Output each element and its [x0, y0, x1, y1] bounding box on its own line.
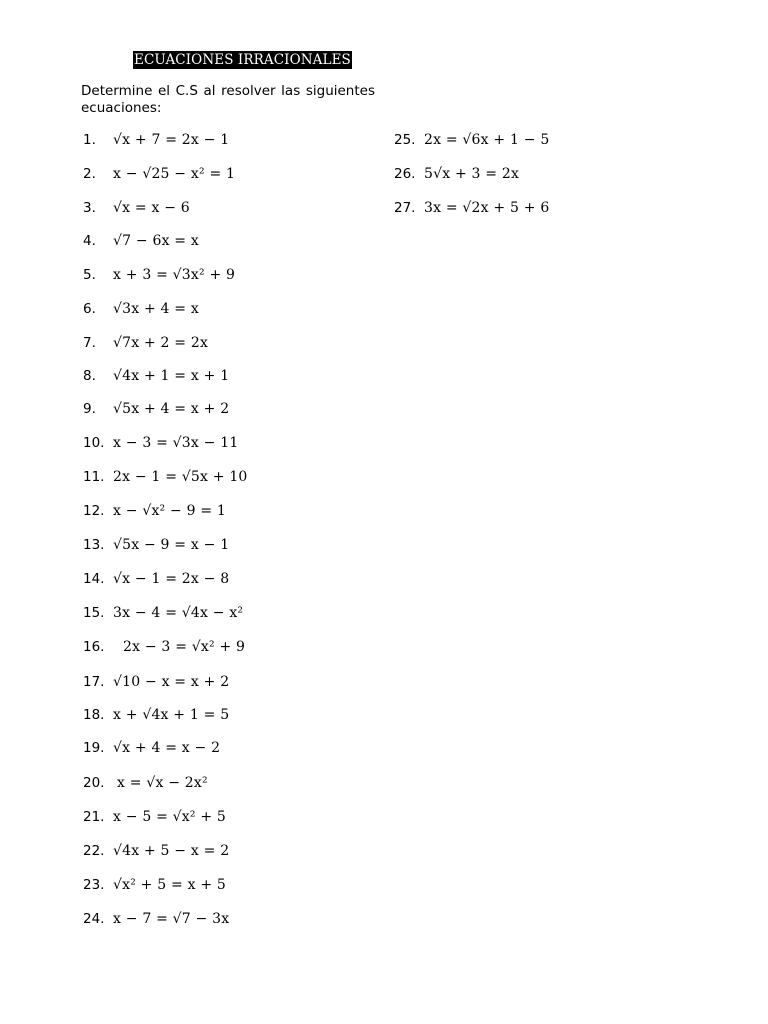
exercise-item [83, 843, 229, 863]
exercise-number: 18. [83, 707, 105, 723]
exercise-item [83, 877, 226, 897]
exercise-equation: x + 3 = √3x² + 9 [113, 267, 236, 283]
exercise-number: 7. [83, 335, 96, 351]
exercise-number: 19. [83, 740, 105, 756]
exercise-item [83, 301, 199, 321]
exercise-item [83, 233, 199, 253]
exercise-item [83, 335, 208, 355]
exercise-item [83, 469, 248, 489]
exercise-number: 9. [83, 401, 96, 417]
exercise-item [83, 132, 229, 152]
exercise-item [83, 740, 220, 760]
exercise-equation: √x + 7 = 2x − 1 [113, 132, 230, 148]
exercise-number: 5. [83, 267, 96, 283]
exercise-item [394, 200, 549, 220]
exercise-number: 22. [83, 843, 105, 859]
exercise-item [83, 368, 229, 388]
exercise-item [83, 809, 226, 829]
exercise-item [83, 639, 245, 659]
exercise-equation: √7x + 2 = 2x [113, 335, 209, 351]
exercise-item [83, 605, 243, 625]
exercise-item [83, 707, 229, 727]
exercise-number: 26. [394, 166, 416, 182]
exercise-equation: x − √x² − 9 = 1 [113, 503, 227, 519]
exercise-item [394, 166, 519, 186]
exercise-equation: √7 − 6x = x [113, 233, 199, 249]
exercise-item [83, 435, 238, 455]
exercise-number: 14. [83, 571, 105, 587]
exercise-item [83, 166, 235, 186]
exercise-number: 16. [83, 639, 105, 655]
exercise-number: 15. [83, 605, 105, 621]
exercise-item [83, 200, 190, 220]
exercise-equation: √5x − 9 = x − 1 [113, 537, 230, 553]
exercise-item [83, 401, 229, 421]
exercise-equation: 2x − 1 = √5x + 10 [113, 469, 248, 485]
exercise-number: 27. [394, 200, 416, 216]
exercise-equation: √4x + 1 = x + 1 [113, 368, 230, 384]
exercise-equation: x − 5 = √x² + 5 [113, 809, 227, 825]
exercise-equation: √4x + 5 − x = 2 [113, 843, 230, 859]
exercise-number: 23. [83, 877, 105, 893]
exercise-equation: √3x + 4 = x [113, 301, 199, 317]
exercise-equation: x − 7 = √7 − 3x [113, 911, 230, 927]
exercise-number: 11. [83, 469, 105, 485]
exercise-equation: √5x + 4 = x + 2 [113, 401, 230, 417]
exercise-number: 6. [83, 301, 96, 317]
exercise-equation: 5√x + 3 = 2x [424, 166, 520, 182]
exercise-equation: √x + 4 = x − 2 [113, 740, 221, 756]
exercise-item [83, 571, 229, 591]
exercise-equation: x = √x − 2x² [117, 775, 208, 791]
exercise-number: 21. [83, 809, 105, 825]
exercise-number: 4. [83, 233, 96, 249]
exercise-number: 1. [83, 132, 96, 148]
exercise-number: 24. [83, 911, 105, 927]
exercise-equation: √x − 1 = 2x − 8 [113, 571, 230, 587]
exercise-equation: √x² + 5 = x + 5 [113, 877, 227, 893]
exercise-equation: 2x − 3 = √x² + 9 [123, 639, 246, 655]
exercise-number: 20. [83, 775, 105, 791]
exercise-item [83, 674, 229, 694]
exercise-equation: x − 3 = √3x − 11 [113, 435, 239, 451]
page-title: ECUACIONES IRRACIONALES [134, 52, 351, 68]
exercise-item [394, 132, 549, 152]
exercise-item [83, 537, 229, 557]
exercise-item [83, 775, 208, 795]
exercise-equation: 3x − 4 = √4x − x² [113, 605, 244, 621]
exercise-equation: 3x = √2x + 5 + 6 [424, 200, 550, 216]
exercise-number: 8. [83, 368, 96, 384]
exercise-number: 25. [394, 132, 416, 148]
exercise-number: 13. [83, 537, 105, 553]
exercise-number: 3. [83, 200, 96, 216]
exercise-equation: 2x = √6x + 1 − 5 [424, 132, 550, 148]
exercise-equation: √x = x − 6 [113, 200, 190, 216]
instructions-text: Determine el C.S al resolver las siguientes ecuaciones: [81, 83, 375, 116]
exercise-number: 12. [83, 503, 105, 519]
exercise-number: 10. [83, 435, 105, 451]
exercise-equation: x − √25 − x² = 1 [113, 166, 236, 182]
exercise-number: 2. [83, 166, 96, 182]
exercise-equation: √10 − x = x + 2 [113, 674, 230, 690]
exercise-item [83, 267, 235, 287]
exercise-item [83, 911, 229, 931]
exercise-item [83, 503, 226, 523]
exercise-equation: x + √4x + 1 = 5 [113, 707, 230, 723]
exercise-number: 17. [83, 674, 105, 690]
